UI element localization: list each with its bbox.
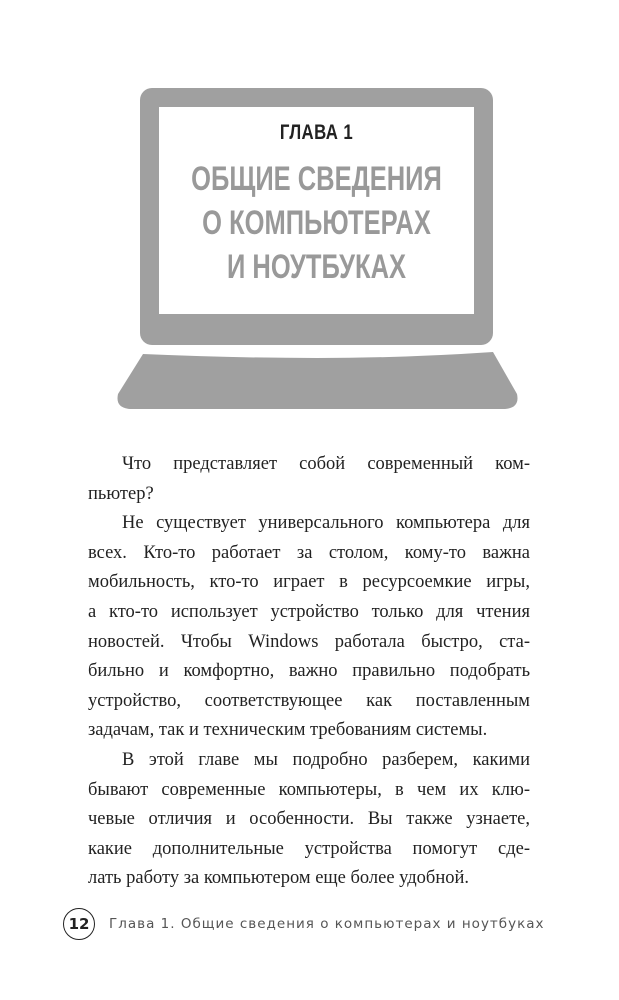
laptop-base-illustration [115, 352, 520, 410]
text-line: всех. Кто-то работает за столом, кому-то важна [88, 542, 530, 563]
text-line: Не существует универсального компьютера для [122, 513, 530, 534]
chapter-label: ГЛАВА 1 [279, 121, 354, 144]
text-line: мобильность, кто-то играет в ресурсоемкие игры, [88, 572, 530, 593]
text-line: бывают современные компьютеры, в чем их клю- [88, 779, 530, 800]
text-line: чевые отличия и особенности. Вы также узнаете, [88, 809, 530, 830]
text-line: бильно и комфортно, важно правильно подобрать [88, 661, 530, 682]
page-number: 12 [63, 908, 95, 940]
text-line: Что представляет собой современный ком- [122, 454, 530, 474]
chapter-title-line: И НОУТБУКАХ [226, 248, 407, 286]
text-line: лать работу за компьютером еще более удобной. [88, 868, 470, 889]
text-line: устройство, соответствующее как поставленным [88, 690, 530, 711]
text-line: пьютер? [88, 483, 154, 504]
text-line: а кто-то использует устройство только для чтения [88, 601, 530, 622]
page-footer [63, 908, 545, 940]
chapter-title-line: ОБЩИЕ СВЕДЕНИЯ [191, 160, 442, 198]
body-text [88, 450, 530, 894]
running-title: Глава 1. Общие сведения о компьютерах и ноутбуках [109, 916, 545, 932]
text-line: какие дополнительные устройства помогут сде- [88, 838, 530, 859]
chapter-title-line: О КОМПЬЮТЕРАХ [202, 204, 431, 242]
laptop-screen-illustration [140, 88, 493, 345]
laptop-display [159, 107, 474, 314]
text-line: новостей. Чтобы Windows работала быстро, ста- [88, 631, 530, 652]
chapter-title [168, 157, 464, 289]
text-line: В этой главе мы подробно разберем, какими [122, 749, 530, 770]
text-line: задачам, так и техническим требованиям системы. [88, 720, 488, 741]
